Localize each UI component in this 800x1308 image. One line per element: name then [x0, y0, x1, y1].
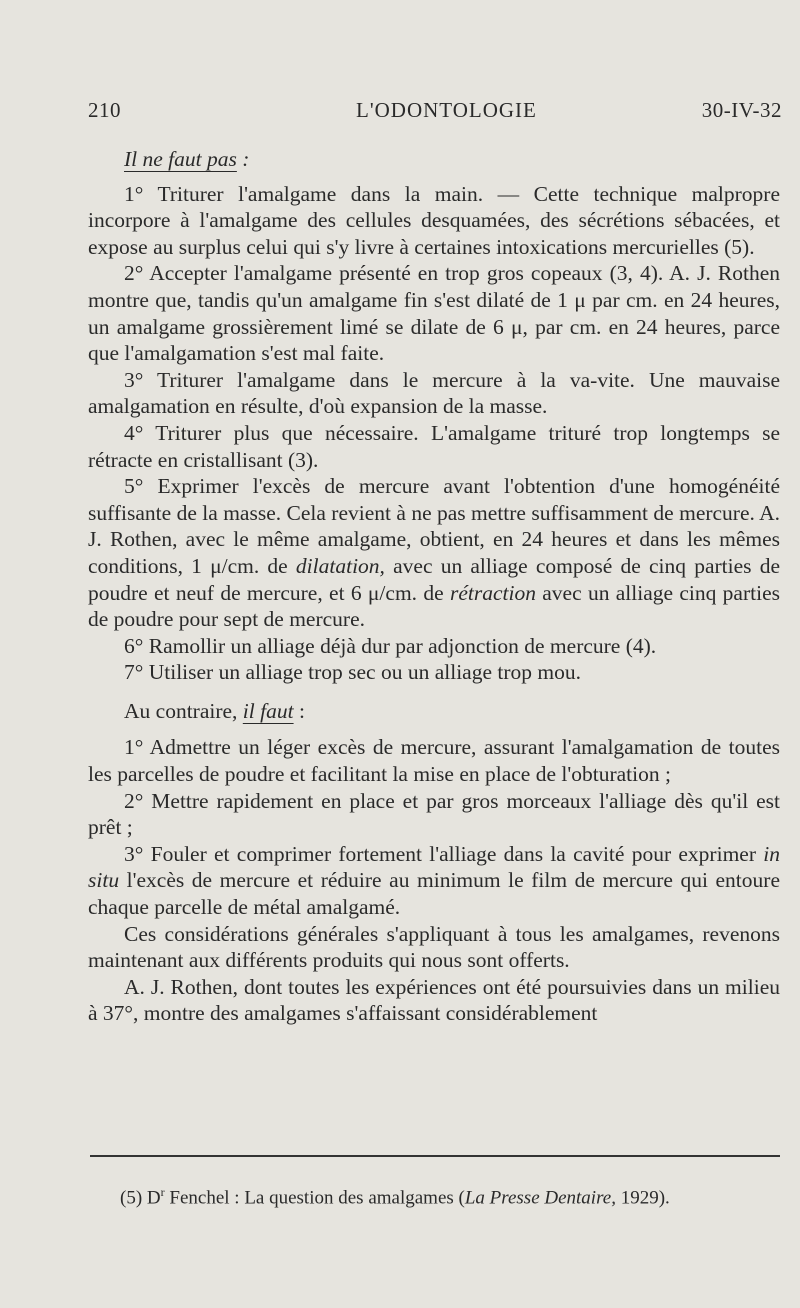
paragraph-item-2: 2° Accepter l'amalgame présenté en trop gros copeaux (3, 4). A. J. Rothen montre que, tandis qu'un amalgame fin s'est dilaté de 1 μ par cm. en 24 heures, un amalgame grossièrement limé se dilate de 6 μ, par cm. en 24 heures, parce que l'amalgamation s'est mal faite.: [88, 261, 780, 366]
item5-text-b: avec un alliage composé de cinq parties de poudre et neuf de mercure, et 6 μ/cm. de: [88, 553, 780, 605]
paragraph-item-1: 1° Triturer l'amalgame dans la main. — Cette technique malpropre incorpore à l'amalgame des cellules desquamées, des sécrétions sébacées, et expose au surplus celui qui s'y livre à certaines intoxications mercurielles (5).: [88, 181, 780, 259]
paragraph-considerations: Ces considérations générales s'appliquant à tous les amalgames, revenons maintenant aux différents produits qui nous sont offerts.: [88, 921, 780, 973]
paragraph-item-7: 7° Utiliser un alliage trop sec ou un alliage trop mou.: [124, 660, 582, 685]
faut3-text-b: l'excès de mercure et réduire au minimum le film de mercure qui entoure chaque parcelle de métal amalgamé.: [88, 868, 780, 920]
item5-dilatation: dilatation,: [295, 553, 385, 578]
footnote-journal: La Presse Dentaire,: [464, 1187, 616, 1209]
issue-date: 30-IV-32: [701, 98, 782, 122]
footnote-sup: r: [160, 1185, 165, 1199]
section-heading-il-ne-faut-pas: [88, 146, 780, 173]
heading2-colon: :: [293, 698, 305, 723]
item5-text-c: avec un alliage cinq parties de poudre pour sept de mercure.: [88, 580, 780, 632]
heading2-text: il faut: [242, 698, 294, 723]
journal-title: L'ODONTOLOGIE: [356, 98, 537, 122]
paragraph-faut-1: 1° Admettre un léger excès de mercure, assurant l'amalgamation de toutes les parcelles de poudre et facilitant la mise en place de l'obturation ;: [88, 735, 780, 787]
faut3-in-situ: in situ: [88, 841, 780, 893]
paragraph-faut-2: 2° Mettre rapidement en place et par gros morceaux l'alliage dès qu'il est prêt ;: [88, 788, 780, 840]
footnote-prefix: (5) D: [120, 1187, 161, 1209]
item5-text-a: 5° Exprimer l'excès de mercure avant l'obtention d'une homogénéité suffisante de la masse. Cela revient à ne pas mettre suffisamment de mercure. A. J. Rothen, avec le même amalgame, obtient, en 24 heures et dans les mêmes conditions, 1 μ/cm. de: [88, 474, 780, 578]
paragraph-item-4: 4° Triturer plus que nécessaire. L'amalgame trituré trop longtemps se rétracte en cristallisant (3).: [88, 420, 780, 472]
paragraph-rothen: A. J. Rothen, dont toutes les expériences ont été poursuivies dans un milieu à 37°, montre des amalgames s'affaissant considérablement: [88, 974, 780, 1026]
paragraph-faut-3: [88, 841, 780, 921]
paragraph-item-5: [88, 473, 780, 633]
page-number: 210: [88, 98, 121, 122]
footnote-text-a: Fenchel : La question des amalgames (: [164, 1187, 465, 1209]
heading-colon: :: [236, 147, 250, 171]
section-heading-il-faut: [88, 698, 780, 725]
footnote-text-b: 1929).: [615, 1187, 670, 1209]
footnote-rule: [90, 1155, 780, 1157]
footnote: [120, 1180, 780, 1210]
heading-text: Il ne faut pas: [124, 147, 237, 171]
body-text: [88, 146, 780, 1027]
item5-retraction: rétraction: [449, 580, 536, 605]
paragraph-item-3: 3° Triturer l'amalgame dans le mercure à la va-vite. Une mauvaise amalgamation en résulte, d'où expansion de la masse.: [88, 367, 780, 419]
running-header: [88, 98, 782, 128]
paragraph-item-6: 6° Ramollir un alliage déjà dur par adjonction de mercure (4).: [124, 633, 657, 658]
heading2-prefix: Au contraire,: [124, 698, 243, 723]
faut3-text-a: 3° Fouler et comprimer fortement l'alliage dans la cavité pour exprimer: [124, 841, 764, 866]
